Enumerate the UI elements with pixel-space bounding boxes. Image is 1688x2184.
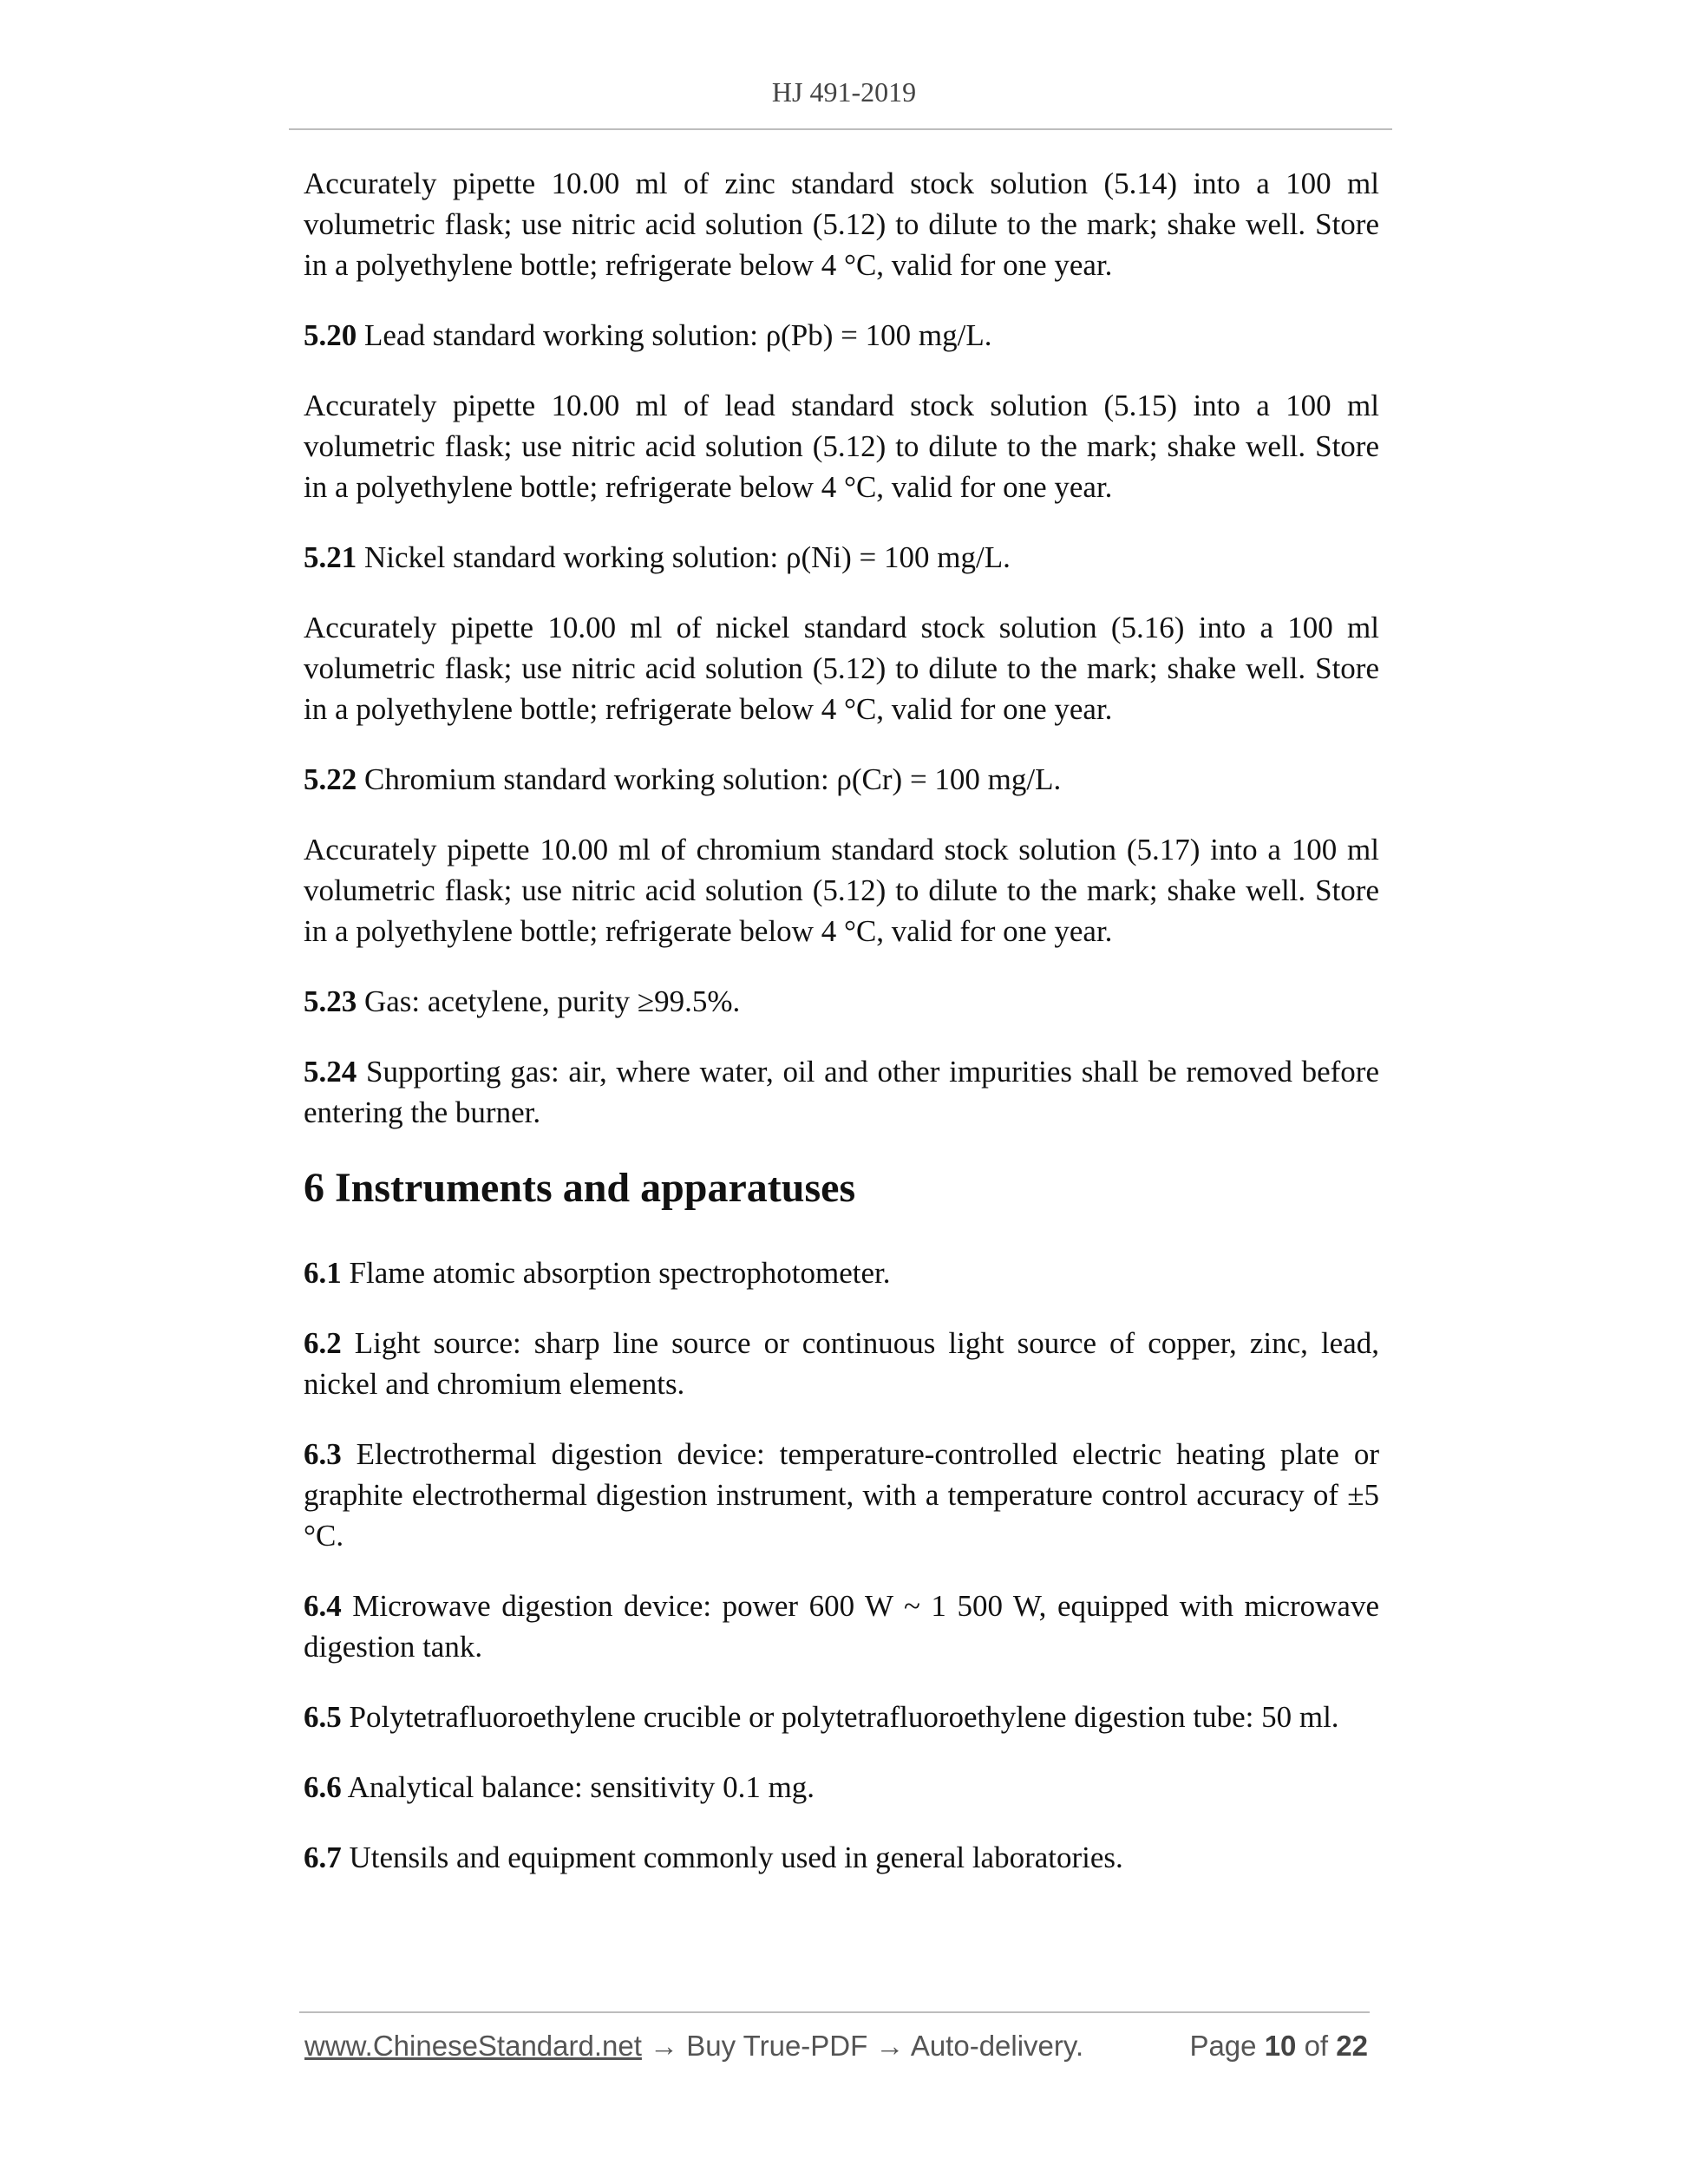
clause-number: 6.5: [304, 1700, 342, 1734]
clause-text: Lead standard working solution: ρ(Pb) = 100 mg/L.: [357, 318, 992, 352]
clause-text: Nickel standard working solution: ρ(Ni) = 100 mg/L.: [357, 540, 1011, 574]
clause-number: 5.23: [304, 984, 357, 1018]
item-5-22: [304, 759, 1379, 800]
clause-text: Supporting gas: air, where water, oil and other impurities shall be removed before entering the burner.: [304, 1055, 1379, 1129]
paragraph-chromium-working-solution-procedure: Accurately pipette 10.00 ml of chromium standard stock solution (5.17) into a 100 ml volumetric flask; use nitric acid solution (5.12) to dilute to the mark; shake well. Store in a polyethylene bottle; refrigerate below 4 °C, valid for one year.: [304, 833, 1379, 948]
document-id: HJ 491-2019: [771, 76, 917, 108]
clause-number: 6.6: [304, 1770, 342, 1804]
paragraph-zinc-working-solution-procedure: Accurately pipette 10.00 ml of zinc standard stock solution (5.14) into a 100 ml volumetric flask; use nitric acid solution (5.12) to dilute to the mark; shake well. Store in a polyethylene bottle; refrigerate below 4 °C, valid for one year.: [304, 167, 1379, 282]
paragraph-nickel-working-solution-procedure: Accurately pipette 10.00 ml of nickel standard stock solution (5.16) into a 100 ml volumetric flask; use nitric acid solution (5.12) to dilute to the mark; shake well. Store in a polyethylene bottle; refrigerate below 4 °C, valid for one year.: [304, 611, 1379, 726]
clause-number: 6.4: [304, 1589, 342, 1623]
clause-text: Electrothermal digestion device: temperature-controlled electric heating plate or graphite electrothermal digestion instrument, with a temperature control accuracy of ±5 °C.: [304, 1437, 1379, 1553]
item-5-24: [304, 1051, 1379, 1133]
clause-number: 6.7: [304, 1841, 342, 1874]
page-footer: [304, 2030, 1371, 2063]
clause-text: Light source: sharp line source or continuous light source of copper, zinc, lead, nickel and chromium elements.: [304, 1326, 1379, 1401]
item-5-20: [304, 315, 1379, 356]
item-6-7: [304, 1837, 1379, 1878]
footer-divider: [299, 2011, 1370, 2013]
document-body: [304, 163, 1379, 1907]
clause-number: 6.3: [304, 1437, 342, 1471]
clause-text: Polytetrafluoroethylene crucible or polytetrafluoroethylene digestion tube: 50 ml.: [341, 1700, 1339, 1734]
clause-text: Utensils and equipment commonly used in general laboratories.: [341, 1841, 1123, 1874]
paragraph-lead-working-solution-procedure: Accurately pipette 10.00 ml of lead standard stock solution (5.15) into a 100 ml volumetric flask; use nitric acid solution (5.12) to dilute to the mark; shake well. Store in a polyethylene bottle; refrigerate below 4 °C, valid for one year.: [304, 389, 1379, 504]
item-6-2: [304, 1323, 1379, 1404]
page-number: Page 10 of 22: [1189, 2030, 1368, 2062]
clause-number: 5.20: [304, 318, 357, 352]
section-heading-6: 6 Instruments and apparatuses: [304, 1165, 856, 1211]
clause-text: Microwave digestion device: power 600 W ~ 1 500 W, equipped with microwave digestion tank.: [304, 1589, 1379, 1664]
clause-number: 6.1: [304, 1256, 342, 1290]
page-header: [0, 76, 1688, 108]
clause-number: 5.24: [304, 1055, 357, 1089]
item-6-4: [304, 1586, 1379, 1667]
total-pages: 22: [1336, 2030, 1368, 2062]
item-5-23: [304, 981, 1379, 1022]
clause-text: Gas: acetylene, purity ≥99.5%.: [357, 984, 741, 1018]
item-6-1: [304, 1252, 1379, 1293]
footer-tagline: → Buy True-PDF → Auto-delivery.: [641, 2030, 1084, 2062]
clause-number: 5.22: [304, 762, 357, 796]
clause-text: Analytical balance: sensitivity 0.1 mg.: [341, 1770, 815, 1804]
clause-number: 6.2: [304, 1326, 342, 1360]
clause-text: Flame atomic absorption spectrophotometer.: [341, 1256, 891, 1290]
item-6-5: [304, 1697, 1379, 1737]
current-page: 10: [1264, 2030, 1297, 2062]
item-6-3: [304, 1434, 1379, 1556]
header-divider: [289, 128, 1392, 130]
item-5-21: [304, 537, 1379, 578]
website-link[interactable]: www.ChineseStandard.net: [304, 2030, 642, 2062]
clause-text: Chromium standard working solution: ρ(Cr) = 100 mg/L.: [357, 762, 1062, 796]
item-6-6: [304, 1767, 1379, 1808]
clause-number: 5.21: [304, 540, 357, 574]
